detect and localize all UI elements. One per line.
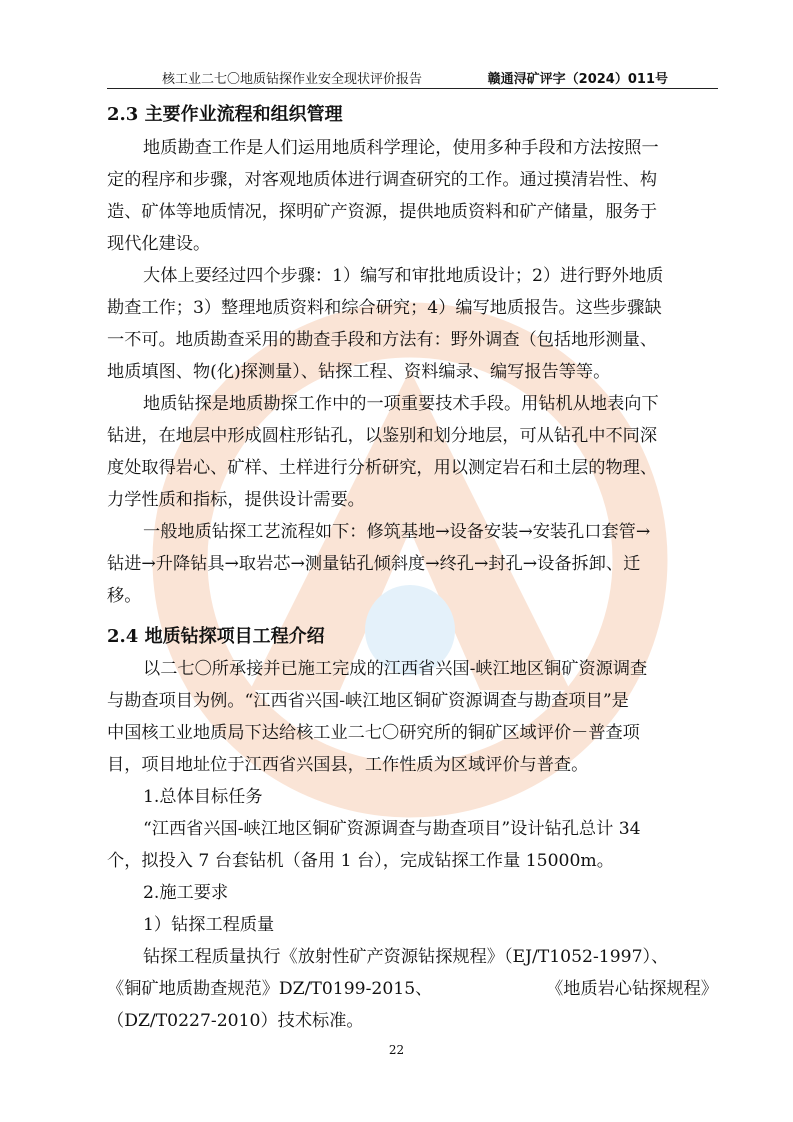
paragraph-line: 大体上要经过四个步骤：1）编写和审批地质设计；2）进行野外地质 — [143, 266, 664, 286]
paragraph-line: 力学性质和指标，提供设计需要。 — [107, 490, 365, 510]
section-heading-2-3: 2.3 主要作业流程和组织管理 — [107, 104, 343, 125]
paragraph-line: 一不可。地质勘查采用的勘查手段和方法有：野外调查（包括地形测量、 — [107, 330, 658, 350]
paragraph-line: 地质勘查工作是人们运用地质科学理论，使用多种手段和方法按照一 — [143, 138, 659, 158]
paragraph-line: 地质钻探是地质勘探工作中的一项重要技术手段。用钻机从地表向下 — [143, 394, 659, 414]
paragraph-line: 现代化建设。 — [107, 234, 211, 254]
page-number: 22 — [388, 1043, 405, 1057]
paragraph-line: 钻进→升降钻具→取岩芯→测量钻孔倾斜度→终孔→封孔→设备拆卸、迁 — [107, 554, 641, 574]
paragraph-line: 个，拟投入 7 台套钻机（备用 1 台），完成钻探工作量 15000m。 — [107, 851, 614, 871]
header-report-title: 核工业二七〇地质钻探作业安全现状评价报告 — [162, 72, 423, 87]
paragraph-line: 地质填图、物(化)探测量）、钻探工程、资料编录、编写报告等等。 — [107, 362, 611, 382]
paragraph-line: 目，项目地址位于江西省兴国县，工作性质为区域评价与普查。 — [107, 755, 589, 775]
section-heading-2-4: 2.4 地质钻探项目工程介绍 — [107, 626, 325, 647]
paragraph-line: 度处取得岩心、矿样、土样进行分析研究，用以测定岩石和土层的物理、 — [107, 458, 658, 478]
paragraph-line: 勘查工作；3）整理地质资料和综合研究；4）编写地质报告。这些步骤缺 — [107, 298, 662, 318]
paragraph-line: 定的程序和步骤，对客观地质体进行调查研究的工作。通过摸清岩性、构 — [107, 170, 658, 190]
standard-reference: 《地质岩心钻探规程》 — [546, 979, 718, 999]
paragraph-line: 一般地质钻探工艺流程如下：修筑基地→设备安装→安装孔口套管→ — [143, 522, 651, 542]
paragraph-line: 移。 — [107, 586, 142, 606]
subsection-title: 2.施工要求 — [143, 883, 229, 903]
subsection-title: 1.总体目标任务 — [143, 787, 263, 807]
paragraph-line — [107, 977, 718, 1001]
standard-reference: 《铜矿地质勘查规范》DZ/T0199-2015、 — [107, 979, 433, 999]
paragraph-line: （DZ/T0227-2010）技术标准。 — [107, 1011, 364, 1031]
paragraph-line: “江西省兴国-峡江地区铜矿资源调查与勘查项目”设计钻孔总计 34 — [143, 819, 641, 839]
header-report-number: 赣通浔矿评字（2024）011号 — [487, 72, 668, 87]
paragraph-line: 以二七〇所承接并已施工完成的江西省兴国-峡江地区铜矿资源调查 — [143, 659, 648, 679]
paragraph-line: 中国核工业地质局下达给核工业二七〇研究所的铜矿区域评价－普查项 — [107, 723, 640, 743]
paragraph-line: 钻进，在地层中形成圆柱形钻孔，以鉴别和划分地层，可从钻孔中不同深 — [107, 426, 658, 446]
page-header — [107, 64, 718, 89]
paragraph-line: 与勘查项目为例。“江西省兴国-峡江地区铜矿资源调查与勘查项目”是 — [107, 691, 629, 711]
subsection-title: 1）钻探工程质量 — [143, 915, 275, 935]
paragraph-line: 钻探工程质量执行《放射性矿产资源钻探规程》（EJ/T1052-1997）、 — [143, 947, 669, 967]
paragraph-line: 造、矿体等地质情况，探明矿产资源，提供地质资料和矿产储量，服务于 — [107, 202, 658, 222]
